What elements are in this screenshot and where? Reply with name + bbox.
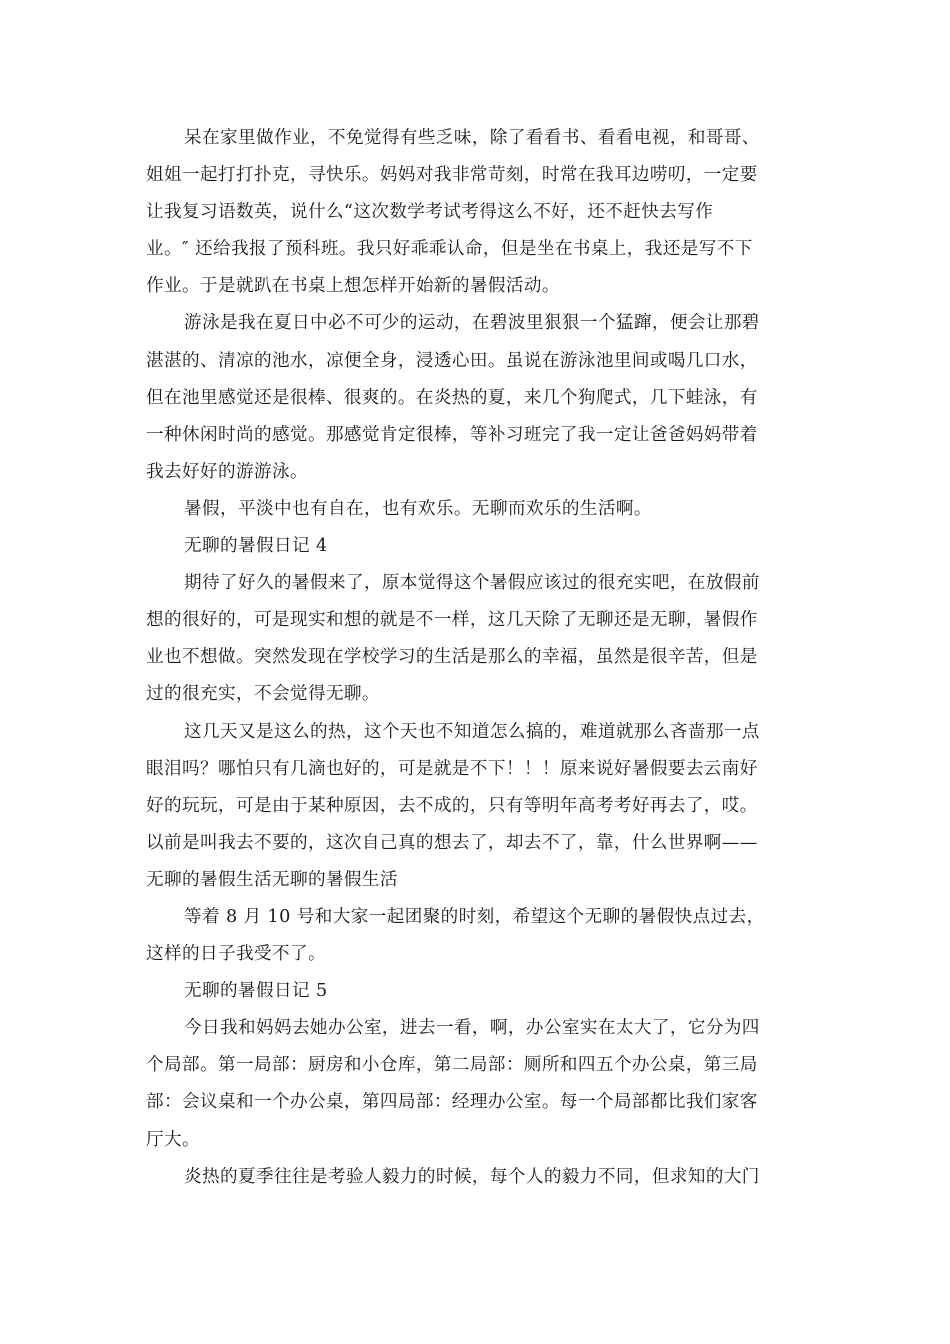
document-body [146, 120, 802, 1196]
text-line: 部：会议桌和一个办公桌，第四局部：经理办公室。每一个局部都比我们家客 [146, 1092, 758, 1113]
text-line: 以前是叫我去不要的，这次自己真的想去了，却去不了，靠，什么世界啊—— [146, 832, 758, 853]
text-line: 作业。于是就趴在书桌上想怎样开始新的暑假活动。 [146, 276, 560, 297]
text-line: 个局部。第一局部：厨房和小仓库，第二局部：厕所和四五个办公桌，第三局 [146, 1055, 758, 1076]
text-line: 这几天又是这么的热，这个天也不知道怎么搞的，难道就那么吝啬那一点 [184, 721, 760, 742]
text-line: 游泳是我在夏日中必不可少的运动，在碧波里狠狠一个猛蹿，便会让那碧 [184, 313, 760, 334]
text-line: 期待了好久的暑假来了，原本觉得这个暑假应该过的很充实吧，在放假前 [184, 573, 760, 594]
text-line: 我去好好的游游泳。 [146, 461, 308, 482]
text-line: 想的很好的，可是现实和想的就是不一样，这几天除了无聊还是无聊，暑假作 [146, 610, 758, 631]
text-line: 过的很充实，不会觉得无聊。 [146, 684, 380, 705]
text-line: 眼泪吗？哪怕只有几滴也好的，可是就是不下！！！原来说好暑假要去云南好 [146, 758, 758, 779]
text-line: 业。″ 还给我报了预科班。我只好乖乖认命，但是坐在书桌上，我还是写不下 [146, 239, 753, 260]
text-line: 但在池里感觉还是很棒、很爽的。在炎热的夏，来几个狗爬式，几下蛙泳，有 [146, 387, 758, 408]
text-line: 让我复习语数英，说什么“这次数学考试考得这么不好，还不赶快去写作 [146, 202, 714, 223]
text-line: 无聊的暑假生活无聊的暑假生活 [146, 869, 398, 890]
text-line: 等着 8 月 10 号和大家一起团聚的时刻，希望这个无聊的暑假快点过去， [184, 906, 765, 927]
text-line: 这样的日子我受不了。 [146, 944, 326, 965]
text-line: 业也不想做。突然发现在学校学习的生活是那么的幸福，虽然是很辛苦，但是 [146, 647, 758, 668]
text-line: 湛湛的、清凉的池水，凉便全身，浸透心田。虽说在游泳池里间或喝几口水， [146, 350, 758, 371]
text-line: 呆在家里做作业，不免觉得有些乏味，除了看看书、看看电视，和哥哥、 [184, 128, 760, 148]
text-line: 暑假，平淡中也有自在，也有欢乐。无聊而欢乐的生活啊。 [184, 498, 652, 519]
text-line: 无聊的暑假日记 5 [184, 981, 328, 1002]
text-lines [146, 120, 802, 1196]
text-line: 今日我和妈妈去她办公室，进去一看，啊，办公室实在太大了，它分为四 [184, 1018, 760, 1039]
text-line: 姐姐一起打打扑克，寻快乐。妈妈对我非常苛刻，时常在我耳边唠叨，一定要 [146, 165, 758, 186]
text-line: 好的玩玩，可是由于某种原因，去不成的，只有等明年高考考好再去了，哎。 [146, 795, 758, 816]
text-line: 无聊的暑假日记 4 [184, 536, 328, 557]
text-line: 厅大。 [146, 1129, 200, 1150]
text-line: 炎热的夏季往往是考验人毅力的时候，每个人的毅力不同，但求知的大门 [184, 1166, 760, 1187]
text-line: 一种休闲时尚的感觉。那感觉肯定很棒，等补习班完了我一定让爸爸妈妈带着 [146, 424, 758, 445]
